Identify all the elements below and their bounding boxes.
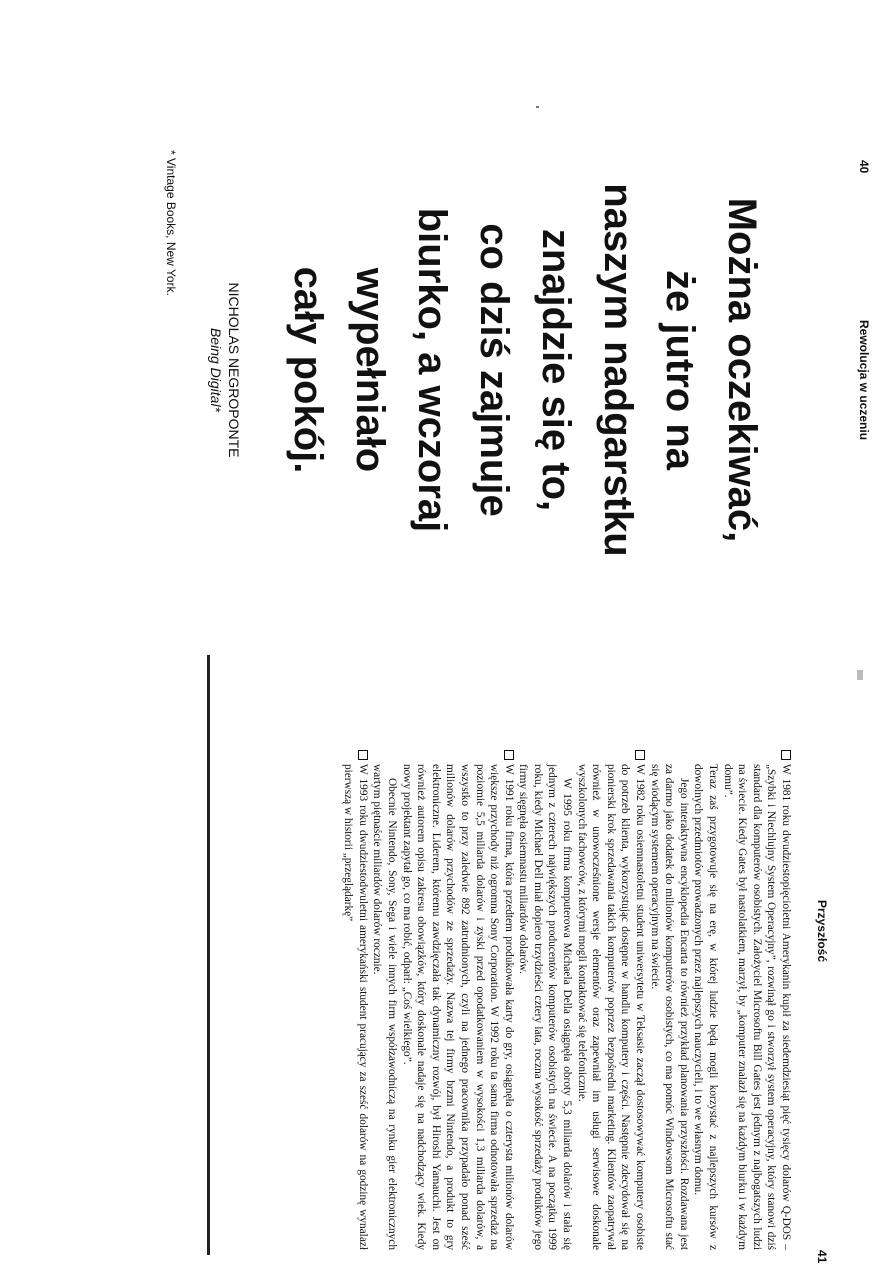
entry-note: Jego interaktywna encyklopedia Encarta to również przykład planowania przyszłości. Rozdawana jest za darmo jako dodatek do milionów komputerów osobistych, co ma pomóc Windowsom Microsoftu stać się wiodącym systemem operacyjnym na świecie. [648, 764, 690, 1250]
quote-line: co dziś zajmuje [472, 223, 516, 517]
entry-note: Obecnie Nintendo, Sony, Sega i wiele innych firm współzawodniczą na rynku gier elektronicznych wartym piętnaście miliardów dolarów rocznie. [371, 764, 398, 1250]
book-title: Being Digital* [208, 327, 224, 413]
checkbox-icon [504, 750, 514, 760]
quote-line: cały pokój. [286, 266, 330, 474]
quote-line: Można oczekiwać, [720, 197, 764, 543]
quote-box [93, 150, 813, 590]
entry-text: W 1991 roku firma, która przedtem produkowała karty do gry, osiągnęła o czterysta milionów dolarów większe przychody niż ogromna Sony Corporation. W 1992 roku ta sama firma odnotowała sprzedaż na poziomie 5,5 miliarda dolarów i zyski przed opodatkowaniem w wysokości 1,3 miliarda dolarów, a wszystko to przy zaledwie 892 zatrudnionych, czyli na jednego pracownika przypadało ponad sześć milionów dolarów przychodów ze sprzedaży. Nazwa tej firmy brzmi Nintendo, a produkt to gry elektroniczne. Liderem, któremu zawdzięczała tak dynamiczny rozwój, był Hiroshi Yamauchi. Jest on również autorem opisu zakresu obowiązków, który doskonale nadaje się na nadchodzący wiek. Kiedy nowy projektant zapytał go, co ma robić, odparł: „Coś wielkiego”. [400, 764, 515, 1250]
quote-line: naszym nadgarstku [596, 183, 640, 557]
entry-text: W 1981 roku dwudziestopięcioletni Amerykanin kupił za siedemdziesiąt pięć tysięcy dolarów Q-DOS – „Szybki i Niechlujny System Operacyjny”, rozwinął go i stworzył system operacyjny, który stanowi dziś standard dla komputerów osobistych. Założyciel Microsoftu Bill Gates jest jednym z najbogatszych ludzi na świecie. Kiedy Gates był nastolatkiem, marzył, by „komputer znalazł się na każdym biurku i w każdym domu”. [721, 764, 792, 1250]
page-body [13, 750, 793, 1250]
entry-note: Teraz zaś przygotowuje się na erę, w której ludzie będą mogli korzystać z najlepszych kursów z dowolnych przedmiotów prowadzonych przez najlepszych nauczycieli, i to we własnym domu. [692, 764, 720, 1250]
entry-text: W 1993 roku dwudziestodwuletni amerykański student pracujący za sześć dolarów na godzinę wynalazł pierwszą w historii „przeglądarkę” [342, 764, 369, 1250]
page-number: 40 [857, 160, 871, 174]
quote [277, 150, 773, 590]
footnote: * Vintage Books, New York. [164, 150, 178, 296]
quote-line: wypełniało [348, 267, 392, 473]
bullet-entry [370, 750, 516, 1250]
running-title: Przyszłość [815, 900, 829, 963]
checkbox-icon [635, 750, 645, 760]
quote-attribution [207, 245, 243, 495]
page-41 [0, 660, 893, 1263]
running-title: Rewolucja w uczeniu [857, 320, 871, 441]
entry-text: W 1982 roku osiemnastoletni student uniwersytetu w Teksasie zaczął dostosowywać komputery osobiste do potrzeb klienta, wykorzystując dostępne w handlu komputery i części. Następnie zdecydował się na pionierski krok sprzedawania takich komputerów poprzez bezpośredni marketing. Klientów zaopatrywał również w unowocześnione wersje elementów oraz zapewniał im usługi serwisowe doskonale wyszkolonych fachowców, z którymi mogli kontaktować się telefonicznie. [575, 764, 647, 1250]
checkbox-icon [358, 750, 368, 760]
quote-line: że jutro na [658, 269, 702, 471]
quote-line: znajdzie się to, [534, 228, 578, 512]
bullet-entry [341, 750, 370, 1250]
bullet-entry [647, 750, 793, 1250]
author-name: NICHOLAS NEGROPONTE [226, 282, 242, 458]
bullet-entry [516, 750, 647, 1250]
entry-note: W 1995 roku firma komputerowa Michaela Della osiągnęła obroty 5,3 miliarda dolarów i stała się jednym z czterech największych producentów komputerów osobistych na świecie. A na początku 1999 roku, kiedy Michael Dell miał dopiero trzydzieści cztery lata, roczna wysokość sprzedaży produktów jego firmy sięgnęła osiemnastu miliardów dolarów. [517, 764, 574, 1250]
checkbox-icon [781, 750, 791, 760]
quote-line: biurko, a wczoraj [410, 207, 454, 533]
page-number: 41 [815, 1250, 829, 1264]
